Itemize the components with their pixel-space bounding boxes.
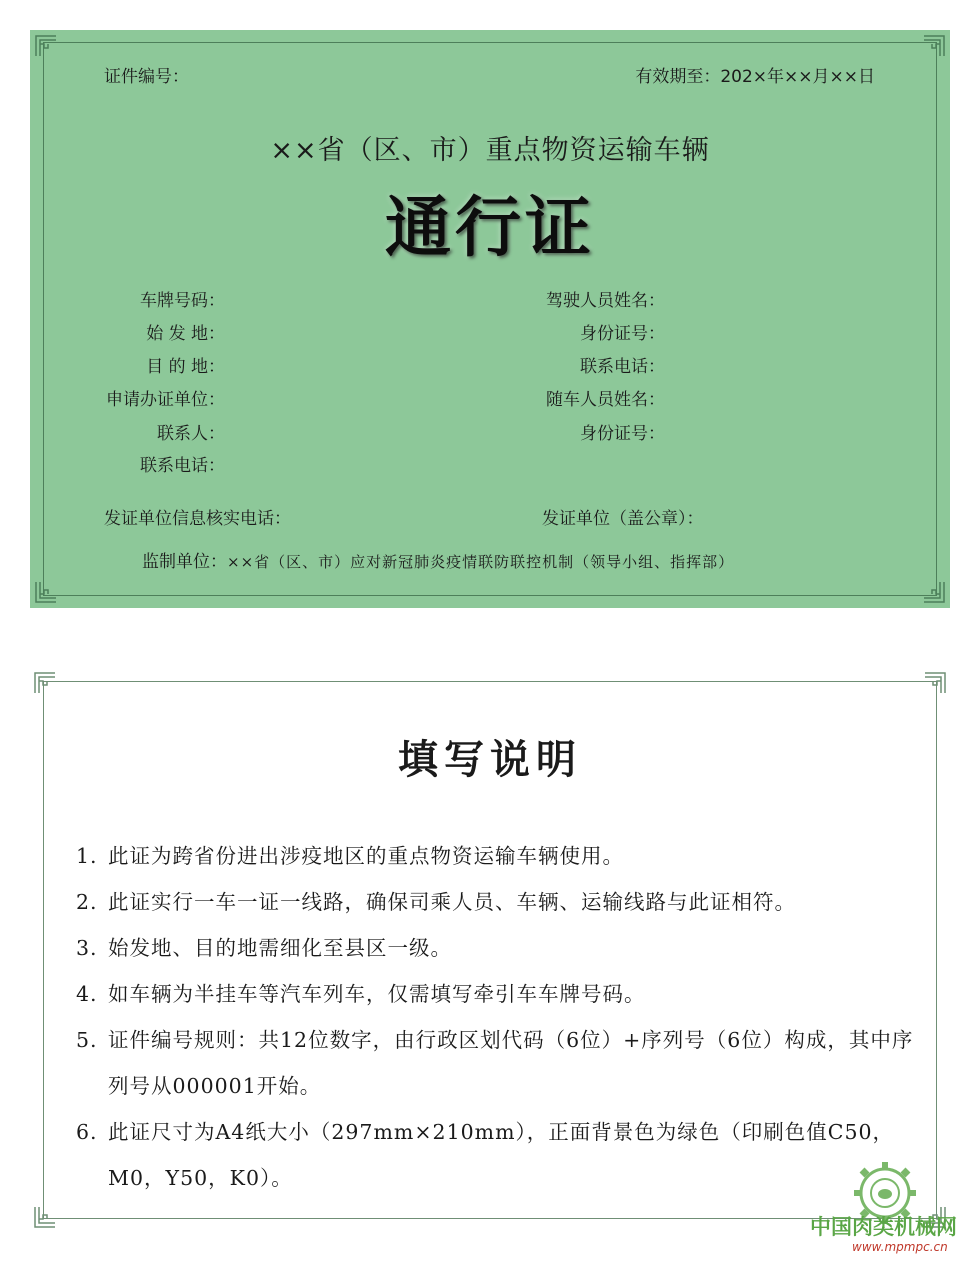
field-plate-number: 车牌号码： — [140, 291, 225, 311]
item-text: 此证为跨省份进出涉疫地区的重点物资运输车辆使用。 — [108, 844, 624, 868]
corner-ornament-icon — [923, 35, 945, 57]
list-item — [76, 971, 914, 1017]
item-number: 1. — [76, 844, 98, 868]
field-escort-id: 身份证号： — [580, 424, 665, 444]
corner-ornament-icon — [923, 581, 945, 603]
instructions-card — [36, 673, 944, 1227]
supervisor-value: ××省（区、市）应对新冠肺炎疫情联防联控机制（领导小组、指挥部） — [227, 553, 735, 571]
corner-ornament-icon — [34, 672, 56, 694]
item-number: 2. — [76, 890, 98, 914]
item-number: 3. — [76, 936, 98, 960]
field-applicant-unit: 申请办证单位： — [106, 390, 225, 410]
item-text: 始发地、目的地需细化至县区一级。 — [108, 936, 452, 960]
pass-title: 通行证 — [385, 189, 595, 266]
list-item — [76, 833, 914, 879]
cert-number-label: 证件编号： — [104, 67, 189, 87]
list-item — [76, 1017, 914, 1109]
list-item — [76, 1109, 914, 1201]
watermark-site-name: 中国肉类机械网 — [810, 1215, 957, 1239]
supervisor-label: 监制单位： — [142, 552, 227, 572]
validity-date: 有效期至：202×年××月××日 — [635, 67, 875, 87]
pass-front-card — [30, 30, 950, 608]
pass-headline: ××省（区、市）重点物资运输车辆 — [270, 135, 710, 166]
field-escort-name: 随车人员姓名： — [546, 390, 665, 410]
corner-ornament-icon — [35, 35, 57, 57]
item-text: 此证实行一车一证一线路，确保司乘人员、车辆、运输线路与此证相符。 — [108, 890, 796, 914]
item-number: 6. — [76, 1120, 98, 1144]
field-driver-id: 身份证号： — [580, 324, 665, 344]
field-contact-person: 联系人： — [157, 424, 225, 444]
instructions-title: 填写说明 — [398, 736, 582, 783]
corner-ornament-icon — [35, 581, 57, 603]
field-contact-phone: 联系电话： — [140, 456, 225, 476]
item-number: 4. — [76, 982, 98, 1006]
field-origin: 始 发 地： — [146, 324, 225, 344]
field-driver-name: 驾驶人员姓名： — [546, 291, 665, 311]
corner-ornament-icon — [34, 1206, 56, 1228]
item-text: 此证尺寸为A4纸大小（297mm×210mm），正面背景色为绿色（印刷色值C50，M0，Y50，K0）。 — [108, 1120, 895, 1190]
verify-phone-label: 发证单位信息核实电话： — [104, 509, 291, 529]
instructions-list — [76, 833, 914, 1201]
field-driver-phone: 联系电话： — [580, 357, 665, 377]
watermark-url: www.mpmpc.cn — [852, 1240, 948, 1254]
item-text: 证件编号规则：共12位数字，由行政区划代码（6位）+序列号（6位）构成，其中序列号从000001开始。 — [108, 1028, 914, 1098]
list-item — [76, 925, 914, 971]
issuer-seal-label: 发证单位（盖公章）： — [542, 509, 704, 529]
item-text: 如车辆为半挂车等汽车列车，仅需填写牵引车车牌号码。 — [108, 982, 646, 1006]
corner-ornament-icon — [924, 672, 946, 694]
field-destination: 目 的 地： — [146, 357, 225, 377]
supervisor-line — [142, 552, 734, 572]
list-item — [76, 879, 914, 925]
item-number: 5. — [76, 1028, 98, 1052]
